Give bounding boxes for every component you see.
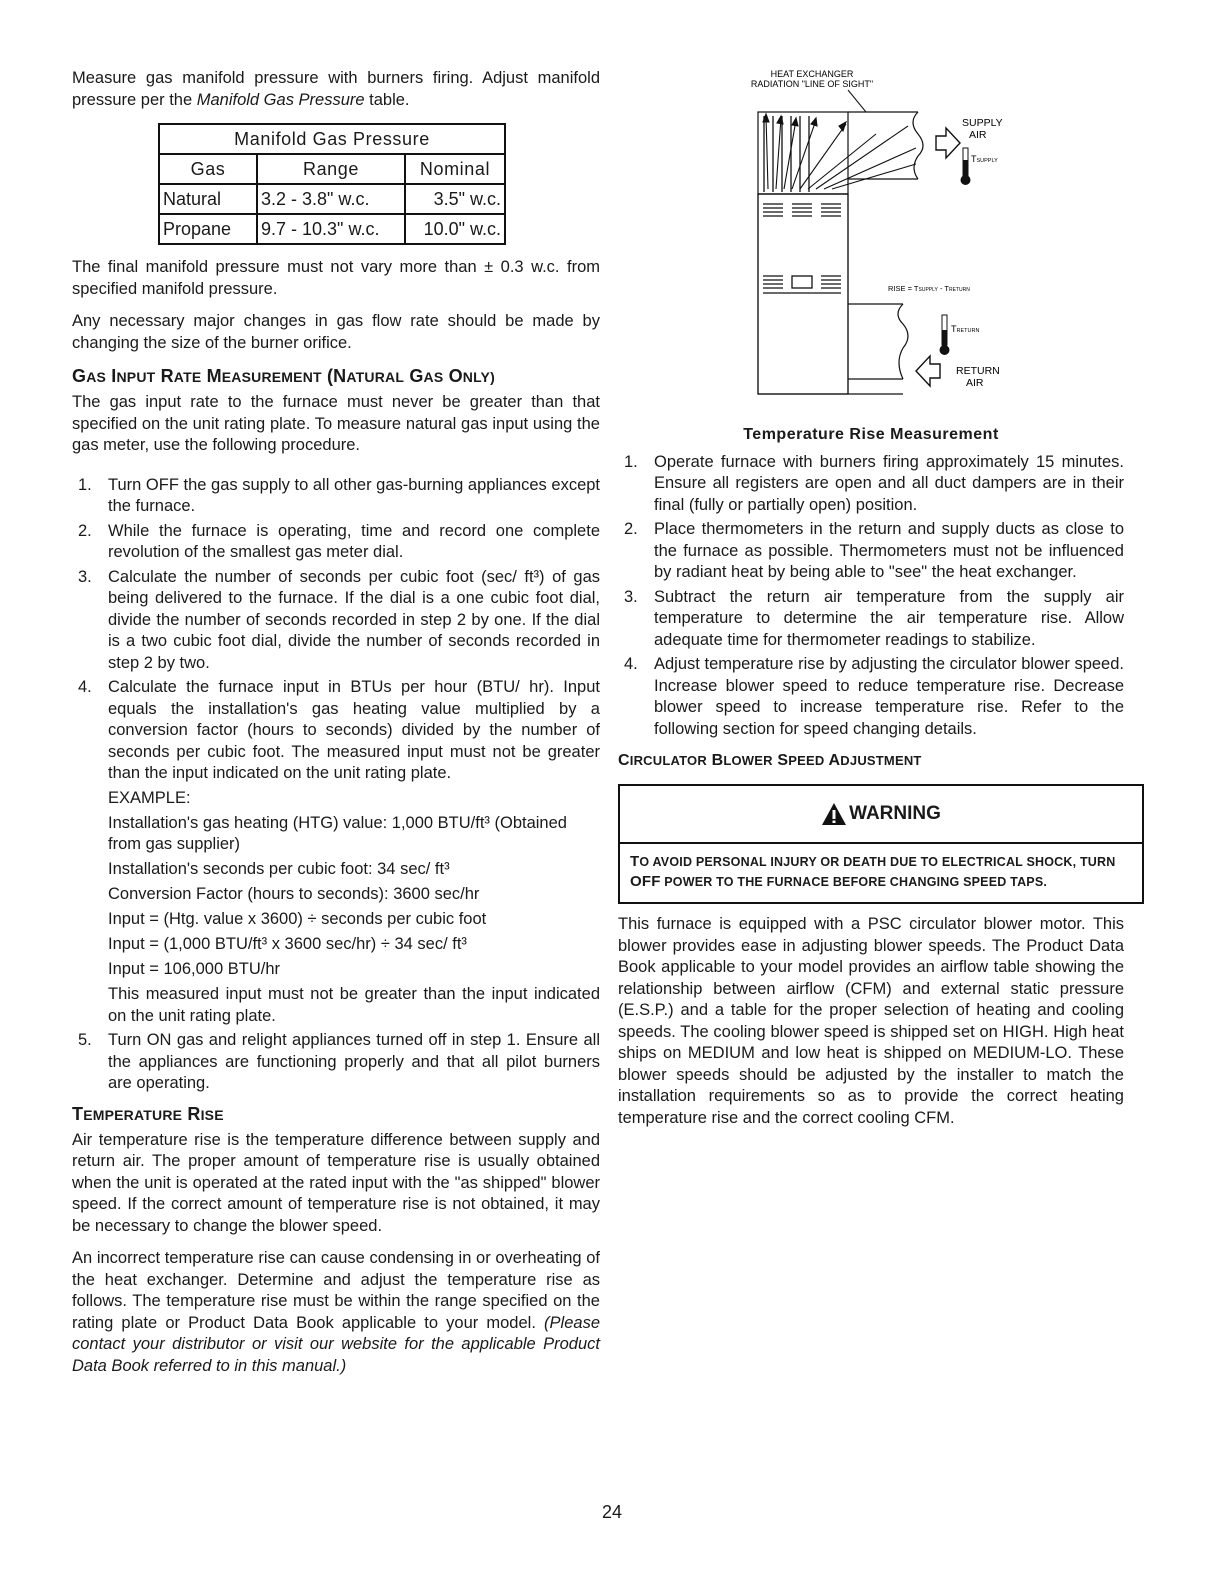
hx-pointer-line — [848, 90, 866, 112]
return-air-label-2: AIR — [966, 377, 984, 389]
intro-table-ref: Manifold Gas Pressure — [196, 90, 365, 109]
list-item: 3. Calculate the number of seconds per cubic foot (sec/ ft³) of gas being delivered to the furnace. If the dial is a one cubic foot dial, divide the number of seconds recorded in step 2 by one. If the dial is a two cubic foot dial, divide the number of seconds recorded in step 2 by two. — [78, 567, 600, 672]
example-seconds: Installation's seconds per cubic foot: 34 sec/ ft³ — [108, 860, 450, 878]
warning-triangle-icon — [821, 802, 847, 826]
table-cell: Natural — [159, 184, 257, 214]
example-block — [108, 788, 600, 1028]
intro-text: Measure gas manifold pressure with burners firing. Adjust manifold pressure per the — [72, 69, 600, 109]
list-item: 1. Operate furnace with burners firing approximately 15 minutes. Ensure all registers are open and all duct dampers are in their final (fully or partially open) position. — [624, 452, 1124, 514]
blower-paragraph: This furnace is equipped with a PSC circulator blower motor. This blower provides ease in adjusting blower speeds. The Product Data Book applicable to your model provides an airflow table showing the relationship between airflow (CFM) and external static pressure (E.S.P.) and a table for the proper selection of heating and cooling speeds. The cooling blower speed is shipped set on HIGH. High heat ships on MEDIUM and low heat is shipped on MEDIUM-LO. These blower speeds should be adjusted by the installer to match the installation requirements so as to provide the correct heating temperature rise and the correct cooling CFM. — [618, 915, 1124, 1127]
example-conversion: Conversion Factor (hours to seconds): 3600 sec/hr — [108, 885, 480, 903]
warning-box — [618, 784, 1144, 904]
intro-paragraph — [72, 68, 600, 111]
supply-air-label-1: SUPPLY — [962, 117, 1003, 129]
supply-thermometer-icon — [961, 148, 971, 185]
example-result: Input = 106,000 BTU/hr — [108, 960, 280, 978]
example-label: EXAMPLE: — [108, 788, 191, 807]
diagram-caption: Temperature Rise Measurement — [743, 426, 999, 443]
table-cell: 10.0" w.c. — [405, 214, 505, 244]
warning-header — [620, 786, 1142, 844]
return-thermometer-icon — [940, 315, 950, 355]
table-header-range: Range — [257, 154, 405, 184]
intro-tail: table. — [364, 90, 410, 109]
t-return-label: TRETURN — [951, 324, 980, 334]
heat-exchanger-tubes — [764, 116, 809, 192]
hx-label-line1: HEAT EXCHANGER — [770, 69, 854, 79]
final-pressure-paragraph: The final manifold pressure must not vary more than ± 0.3 w.c. from specified manifold pressure. — [72, 258, 600, 298]
gas-input-intro: The gas input rate to the furnace must never be greater than that specified on the unit rating plate. To measure natural gas input using the gas meter, use the following procedure. — [72, 393, 600, 454]
right-column — [618, 68, 1124, 1140]
table-header-nominal: Nominal — [405, 154, 505, 184]
temperature-rise-paragraph-1: Air temperature rise is the temperature difference between supply and return air. The proper amount of temperature rise is usually obtained when the unit is operated at the rated input with the "as shipped" blower speed. If the correct amount of temperature rise is not obtained, it may be necessary to change the blower speed. — [72, 1130, 600, 1235]
table-title: Manifold Gas Pressure — [159, 124, 505, 154]
example-note: This measured input must not be greater than the input indicated on the unit rating plate. — [108, 985, 600, 1025]
list-item: 4. Adjust temperature rise by adjusting the circulator blower speed. Increase blower speed to reduce temperature rise. Decrease blower speed to increase temperature rise. Refer to the following section for speed changing details. — [624, 655, 1124, 738]
section-heading-blower-speed: CIRCULATOR BLOWER SPEED ADJUSTMENT — [618, 752, 922, 769]
table-header-row — [159, 154, 505, 184]
supply-duct-break — [913, 112, 923, 179]
list-item: 3. Subtract the return air temperature from the supply air temperature to determine the air temperature rise. Allow adequate time for thermometer readings to stabilize. — [624, 587, 1124, 649]
temperature-rise-paragraph-2: An incorrect temperature rise can cause condensing in or overheating of the heat exchanger. Determine and adjust the temperature rise as follows. The temperature rise must be within the range specified on the rating plate or Product Data Book applicable to your model. (Please contact your distributor or visit our website for the applicable Product Data Book referred to in this manual.) — [72, 1249, 600, 1375]
supply-air-label-2: AIR — [969, 129, 987, 141]
list-item: 5. Turn ON gas and relight appliances turned off in step 1. Ensure all the appliances are functioning properly and that all pilot burners are operating. — [78, 1031, 600, 1092]
warning-text: TO AVOID PERSONAL INJURY OR DEATH DUE TO ELECTRICAL SHOCK, TURN OFF POWER TO THE FURNACE BEFORE CHANGING SPEED TAPS. — [630, 853, 1116, 890]
list-item: 1. Turn OFF the gas supply to all other gas-burning appliances except the furnace. — [78, 475, 600, 515]
return-air-arrow-icon — [916, 356, 940, 386]
gas-input-steps — [72, 475, 600, 1095]
radiation-rays — [763, 114, 916, 189]
manifold-gas-pressure-table — [158, 123, 506, 245]
table-row — [159, 184, 505, 214]
burner-panel — [763, 204, 841, 293]
page-number: 24 — [601, 1502, 623, 1522]
table-cell: Propane — [159, 214, 257, 244]
table-header-gas: Gas — [159, 154, 257, 184]
list-item: 2. Place thermometers in the return and supply ducts as close to the furnace as possible. Thermometers must not be influenced by radiant heat by being able to "see" the heat exchanger. — [624, 520, 1124, 581]
example-formula: Input = (Htg. value x 3600) ÷ seconds per cubic foot — [108, 910, 487, 928]
example-calc: Input = (1,000 BTU/ft³ x 3600 sec/hr) ÷ 34 sec/ ft³ — [108, 935, 467, 953]
table-cell: 9.7 - 10.3" w.c. — [257, 214, 405, 244]
flow-change-paragraph: Any necessary major changes in gas flow rate should be made by changing the size of the burner orifice. — [72, 312, 600, 352]
rise-formula: RISE = TSUPPLY - TRETURN — [888, 284, 970, 293]
t-supply-label: TSUPPLY — [971, 154, 998, 164]
example-htg-value: Installation's gas heating (HTG) value: 1,000 BTU/ft³ (Obtained from gas supplier) — [108, 813, 567, 853]
list-item: 2. While the furnace is operating, time and record one complete revolution of the smallest gas meter dial. — [78, 521, 600, 561]
return-duct-break — [898, 304, 908, 379]
left-column — [72, 68, 600, 1388]
hx-label-line2: RADIATION "LINE OF SIGHT" — [750, 79, 874, 89]
temperature-rise-steps — [618, 452, 1124, 741]
table-cell: 3.2 - 3.8" w.c. — [257, 184, 405, 214]
warning-title: WARNING — [849, 803, 941, 825]
supply-air-arrow-icon — [936, 128, 960, 158]
section-heading-temperature-rise: TEMPERATURE RISE — [72, 1103, 224, 1124]
return-air-label-1: RETURN — [956, 365, 1000, 377]
table-row — [159, 214, 505, 244]
list-item: 4. Calculate the furnace input in BTUs per hour (BTU/ hr). Input equals the installation's gas heating value multiplied by a conversion factor (hours to seconds) divided by the number of seconds per cubic foot. The measured input must not be greater than the input indicated on the unit rating plate. EXAMPLE: Installation's gas heating (HTG) value: 1,000 BTU/ft³ (Obtained from gas supplier) Installation's seconds per cubic foot: 34 sec/ ft³ Conversion Factor (hours to seconds): 3600 sec/hr Input = (Htg. value x 3600) ÷ seconds per cubic foot Input = (1,000 BTU/ft³ x 3600 sec/hr) ÷ 34 sec/ ft³ Input = 106,000 BTU/hr This measured input must not be greater than the input indicated on the unit rating plate. — [72, 677, 600, 1027]
table-cell: 3.5" w.c. — [405, 184, 505, 214]
temperature-rise-diagram — [618, 64, 1124, 424]
section-heading-gas-input: GAS INPUT RATE MEASUREMENT (NATURAL GAS ONLY) — [72, 366, 495, 386]
